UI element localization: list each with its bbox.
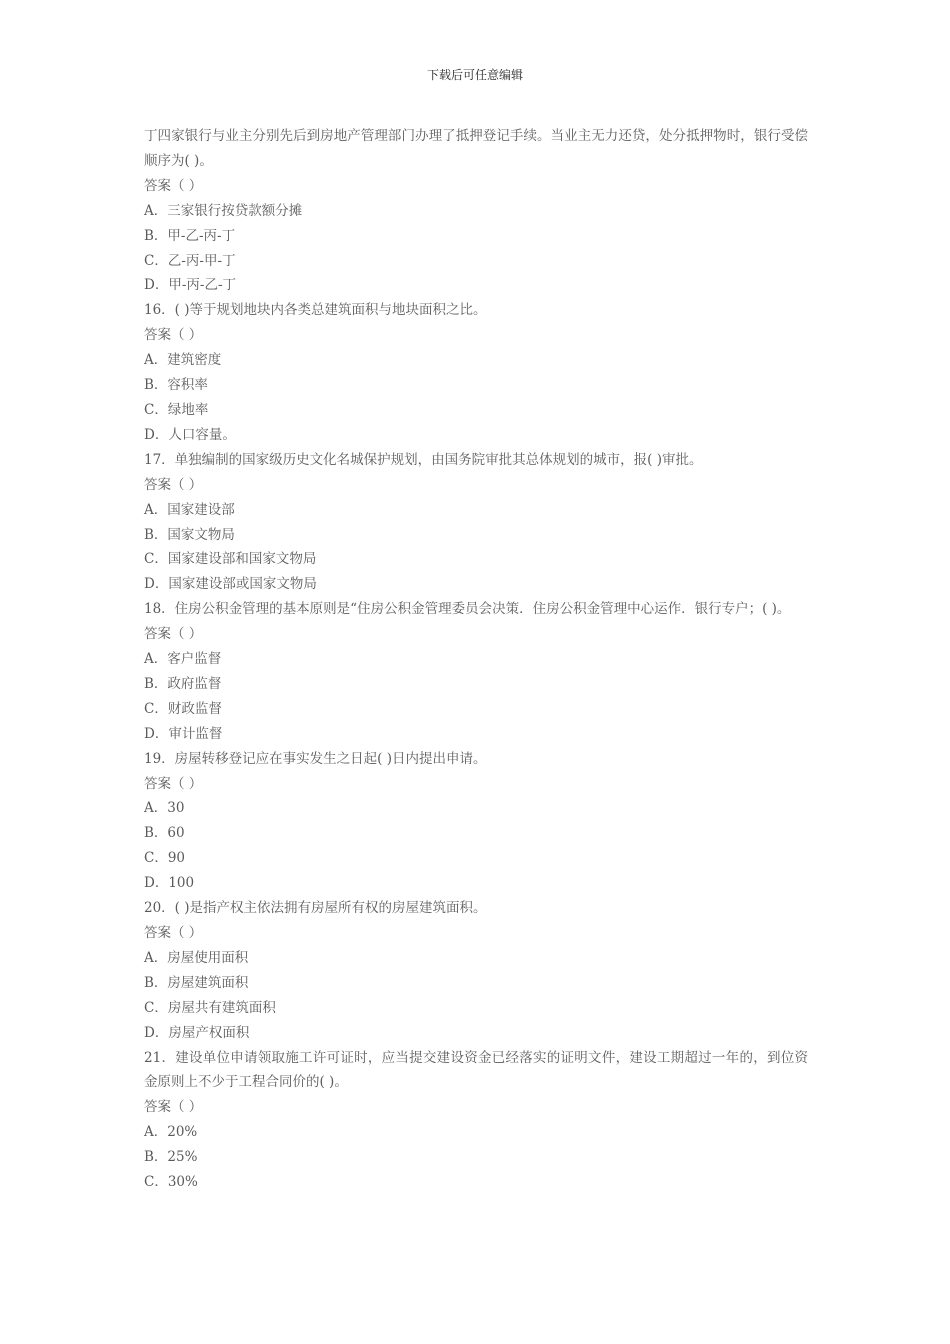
question-20: 20．( )是指产权主依法拥有房屋所有权的房屋建筑面积。 [144,900,487,917]
option-a: A．建筑密度 [144,352,222,369]
option-d: D．甲-丙-乙-丁 [144,277,237,294]
option-c: C．国家建设部和国家文物局 [144,551,317,568]
option-b: B．60 [144,825,185,842]
answer-label: 答案（ ） [144,626,203,643]
option-d: D．房屋产权面积 [144,1024,250,1041]
question-19: 19．房屋转移登记应在事实发生之日起( )日内提出申请。 [144,750,487,767]
question-text-continued: 丁四家银行与业主分别先后到房地产管理部门办理了抵押登记手续。当业主无力还贷，处分抵押物时，银行受偿顺序为( )。 [144,128,808,169]
answer-label: 答案（ ） [144,1099,203,1116]
option-a: A．客户监督 [144,651,222,668]
option-d: D．人口容量。 [144,426,236,443]
option-d: D．100 [144,875,195,892]
document-body [144,124,808,1195]
option-a: A．20% [144,1124,198,1141]
option-a: A．三家银行按贷款额分摊 [144,202,303,219]
option-a: A．房屋使用面积 [144,949,249,966]
answer-label: 答案（ ） [144,476,203,493]
question-17: 17．单独编制的国家级历史文化名城保护规划，由国务院审批其总体规划的城市，报( )审批。 [144,451,703,468]
answer-label: 答案（ ） [144,177,203,194]
option-d: D．国家建设部或国家文物局 [144,576,317,593]
option-b: B．房屋建筑面积 [144,974,249,991]
option-c: C．乙-丙-甲-丁 [144,252,236,269]
option-d: D．审计监督 [144,725,223,742]
option-b: B．国家文物局 [144,526,235,543]
option-c: C．绿地率 [144,401,209,418]
option-b: B．政府监督 [144,675,222,692]
answer-label: 答案（ ） [144,327,203,344]
option-b: B．容积率 [144,377,208,394]
option-b: B．甲-乙-丙-丁 [144,227,236,244]
option-a: A．30 [144,800,185,817]
question-18: 18．住房公积金管理的基本原则是“住房公积金管理委员会决策．住房公积金管理中心运作．银行专户；( )。 [144,601,791,618]
question-21: 21．建设单位申请领取施工许可证时，应当提交建设资金已经落实的证明文件，建设工期超过一年的，到位资金原则上不少于工程合同价的( )。 [144,1049,808,1091]
option-a: A．国家建设部 [144,501,235,518]
page-header: 下载后可任意编辑 [426,68,523,82]
option-c: C．90 [144,850,186,867]
option-c: C．财政监督 [144,700,222,717]
option-c: C．房屋共有建筑面积 [144,999,276,1016]
option-b: B．25% [144,1149,198,1166]
question-16: 16．( )等于规划地块内各类总建筑面积与地块面积之比。 [144,302,487,319]
answer-label: 答案（ ） [144,775,203,792]
option-c: C．30% [144,1174,198,1191]
answer-label: 答案（ ） [144,925,203,941]
